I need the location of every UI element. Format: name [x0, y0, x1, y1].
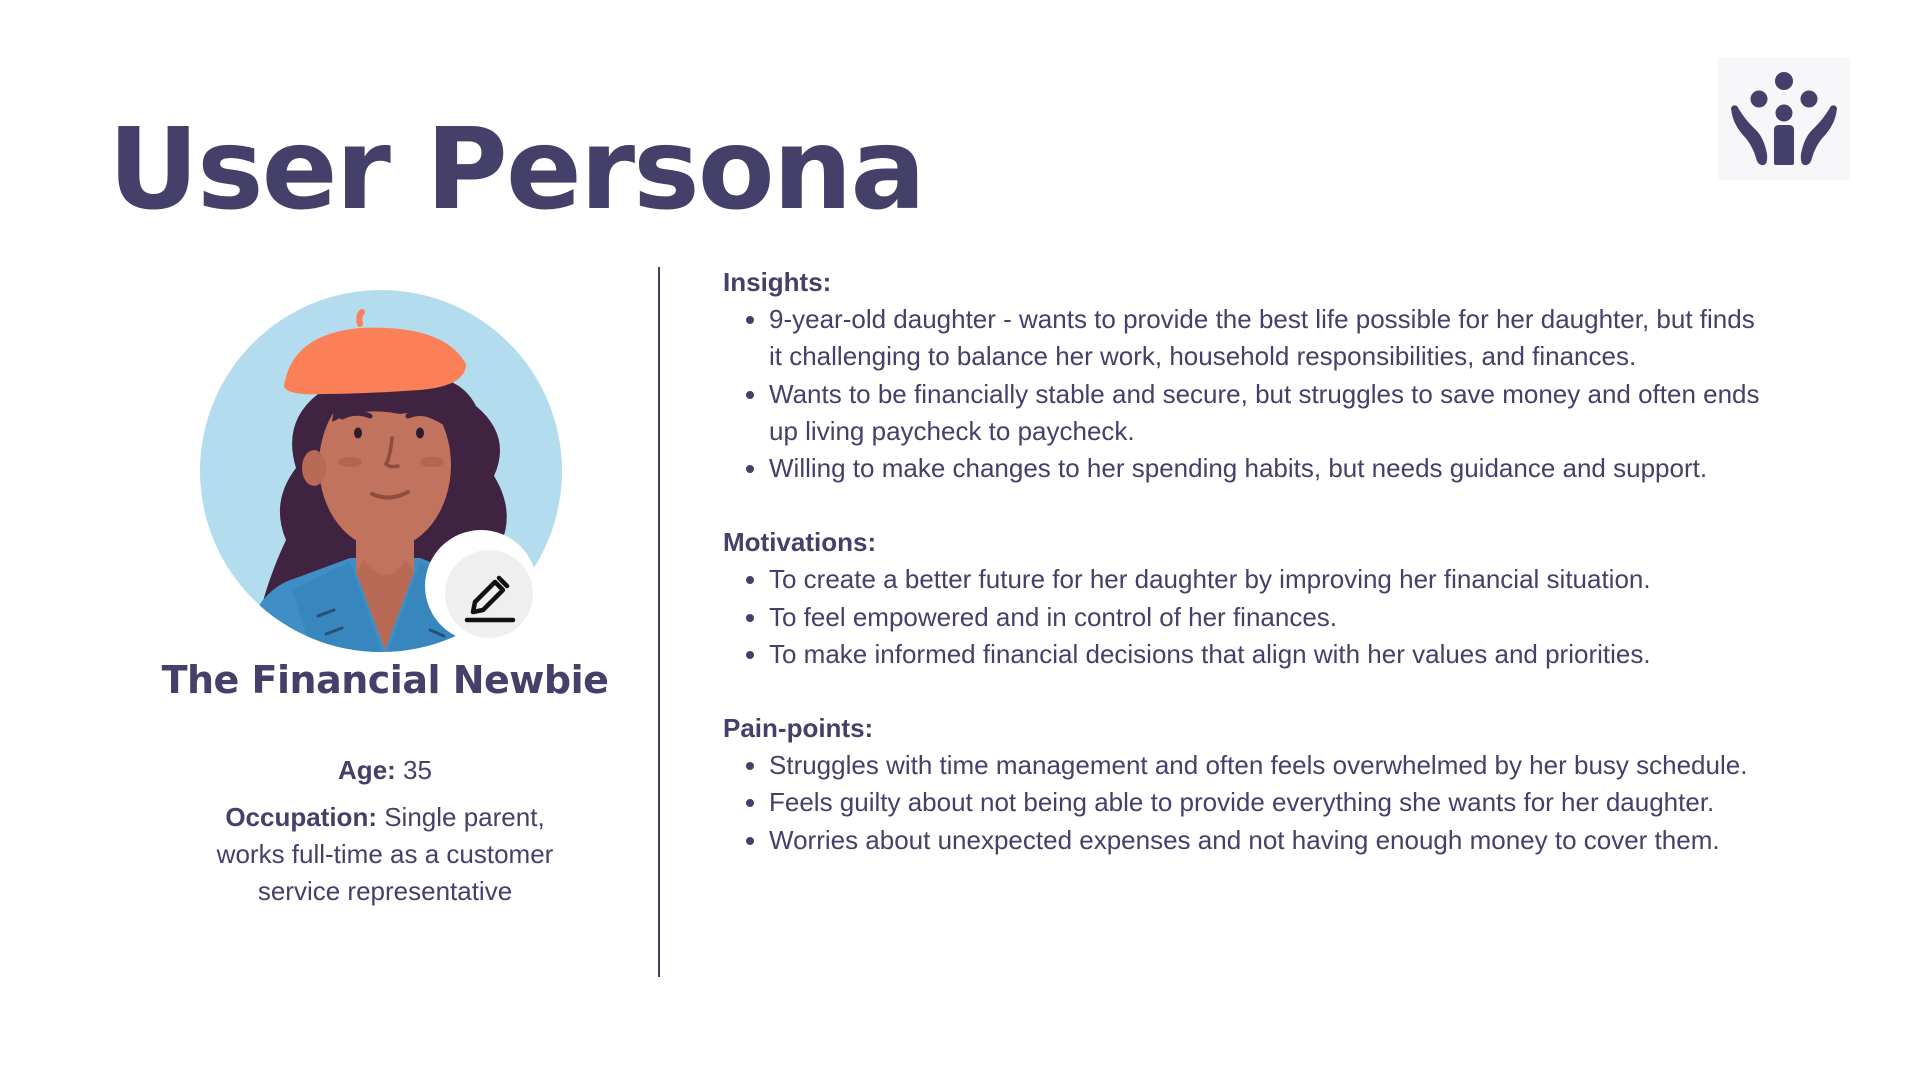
motivations-section	[723, 524, 1763, 673]
column-divider	[658, 267, 660, 977]
age-row	[205, 752, 565, 789]
logo	[1718, 58, 1850, 180]
age-label: Age:	[338, 755, 396, 785]
occupation-label: Occupation:	[225, 802, 377, 832]
insights-list	[723, 301, 1763, 487]
list-item: Struggles with time management and often feels overwhelmed by her busy schedule.	[769, 747, 1763, 784]
list-item: Willing to make changes to her spending habits, but needs guidance and support.	[769, 450, 1763, 487]
occupation-row	[205, 799, 565, 910]
list-item: Feels guilty about not being able to provide everything she wants for her daughter.	[769, 784, 1763, 821]
persona-name: The Financial Newbie	[161, 658, 609, 702]
insights-section	[723, 264, 1763, 487]
motivations-heading: Motivations:	[723, 527, 877, 558]
list-item: To create a better future for her daughter by improving her financial situation.	[769, 561, 1763, 598]
pain-points-section	[723, 710, 1763, 859]
list-item: 9-year-old daughter - wants to provide the best life possible for her daughter, but finds it challenging to balance her work, household responsibilities, and finances.	[769, 301, 1763, 375]
list-item: To feel empowered and in control of her finances.	[769, 599, 1763, 636]
list-item: To make informed financial decisions that align with her values and priorities.	[769, 636, 1763, 673]
persona-details	[205, 752, 565, 920]
pain-points-list	[723, 747, 1763, 859]
motivations-list	[723, 561, 1763, 673]
pain-points-heading: Pain-points:	[723, 713, 874, 744]
edit-avatar-button[interactable]	[445, 550, 533, 638]
page-title: User Persona	[108, 105, 924, 235]
list-item: Wants to be financially stable and secure, but struggles to save money and often ends up living paycheck to paycheck.	[769, 376, 1763, 450]
pencil-icon	[445, 550, 533, 638]
people-group-icon	[1718, 58, 1850, 180]
persona-content	[723, 264, 1763, 896]
age-value: 35	[403, 755, 432, 785]
list-item: Worries about unexpected expenses and not having enough money to cover them.	[769, 822, 1763, 859]
insights-heading: Insights:	[723, 267, 832, 297]
occupation-value: Single parent, works full-time as a customer service representative	[216, 802, 554, 906]
